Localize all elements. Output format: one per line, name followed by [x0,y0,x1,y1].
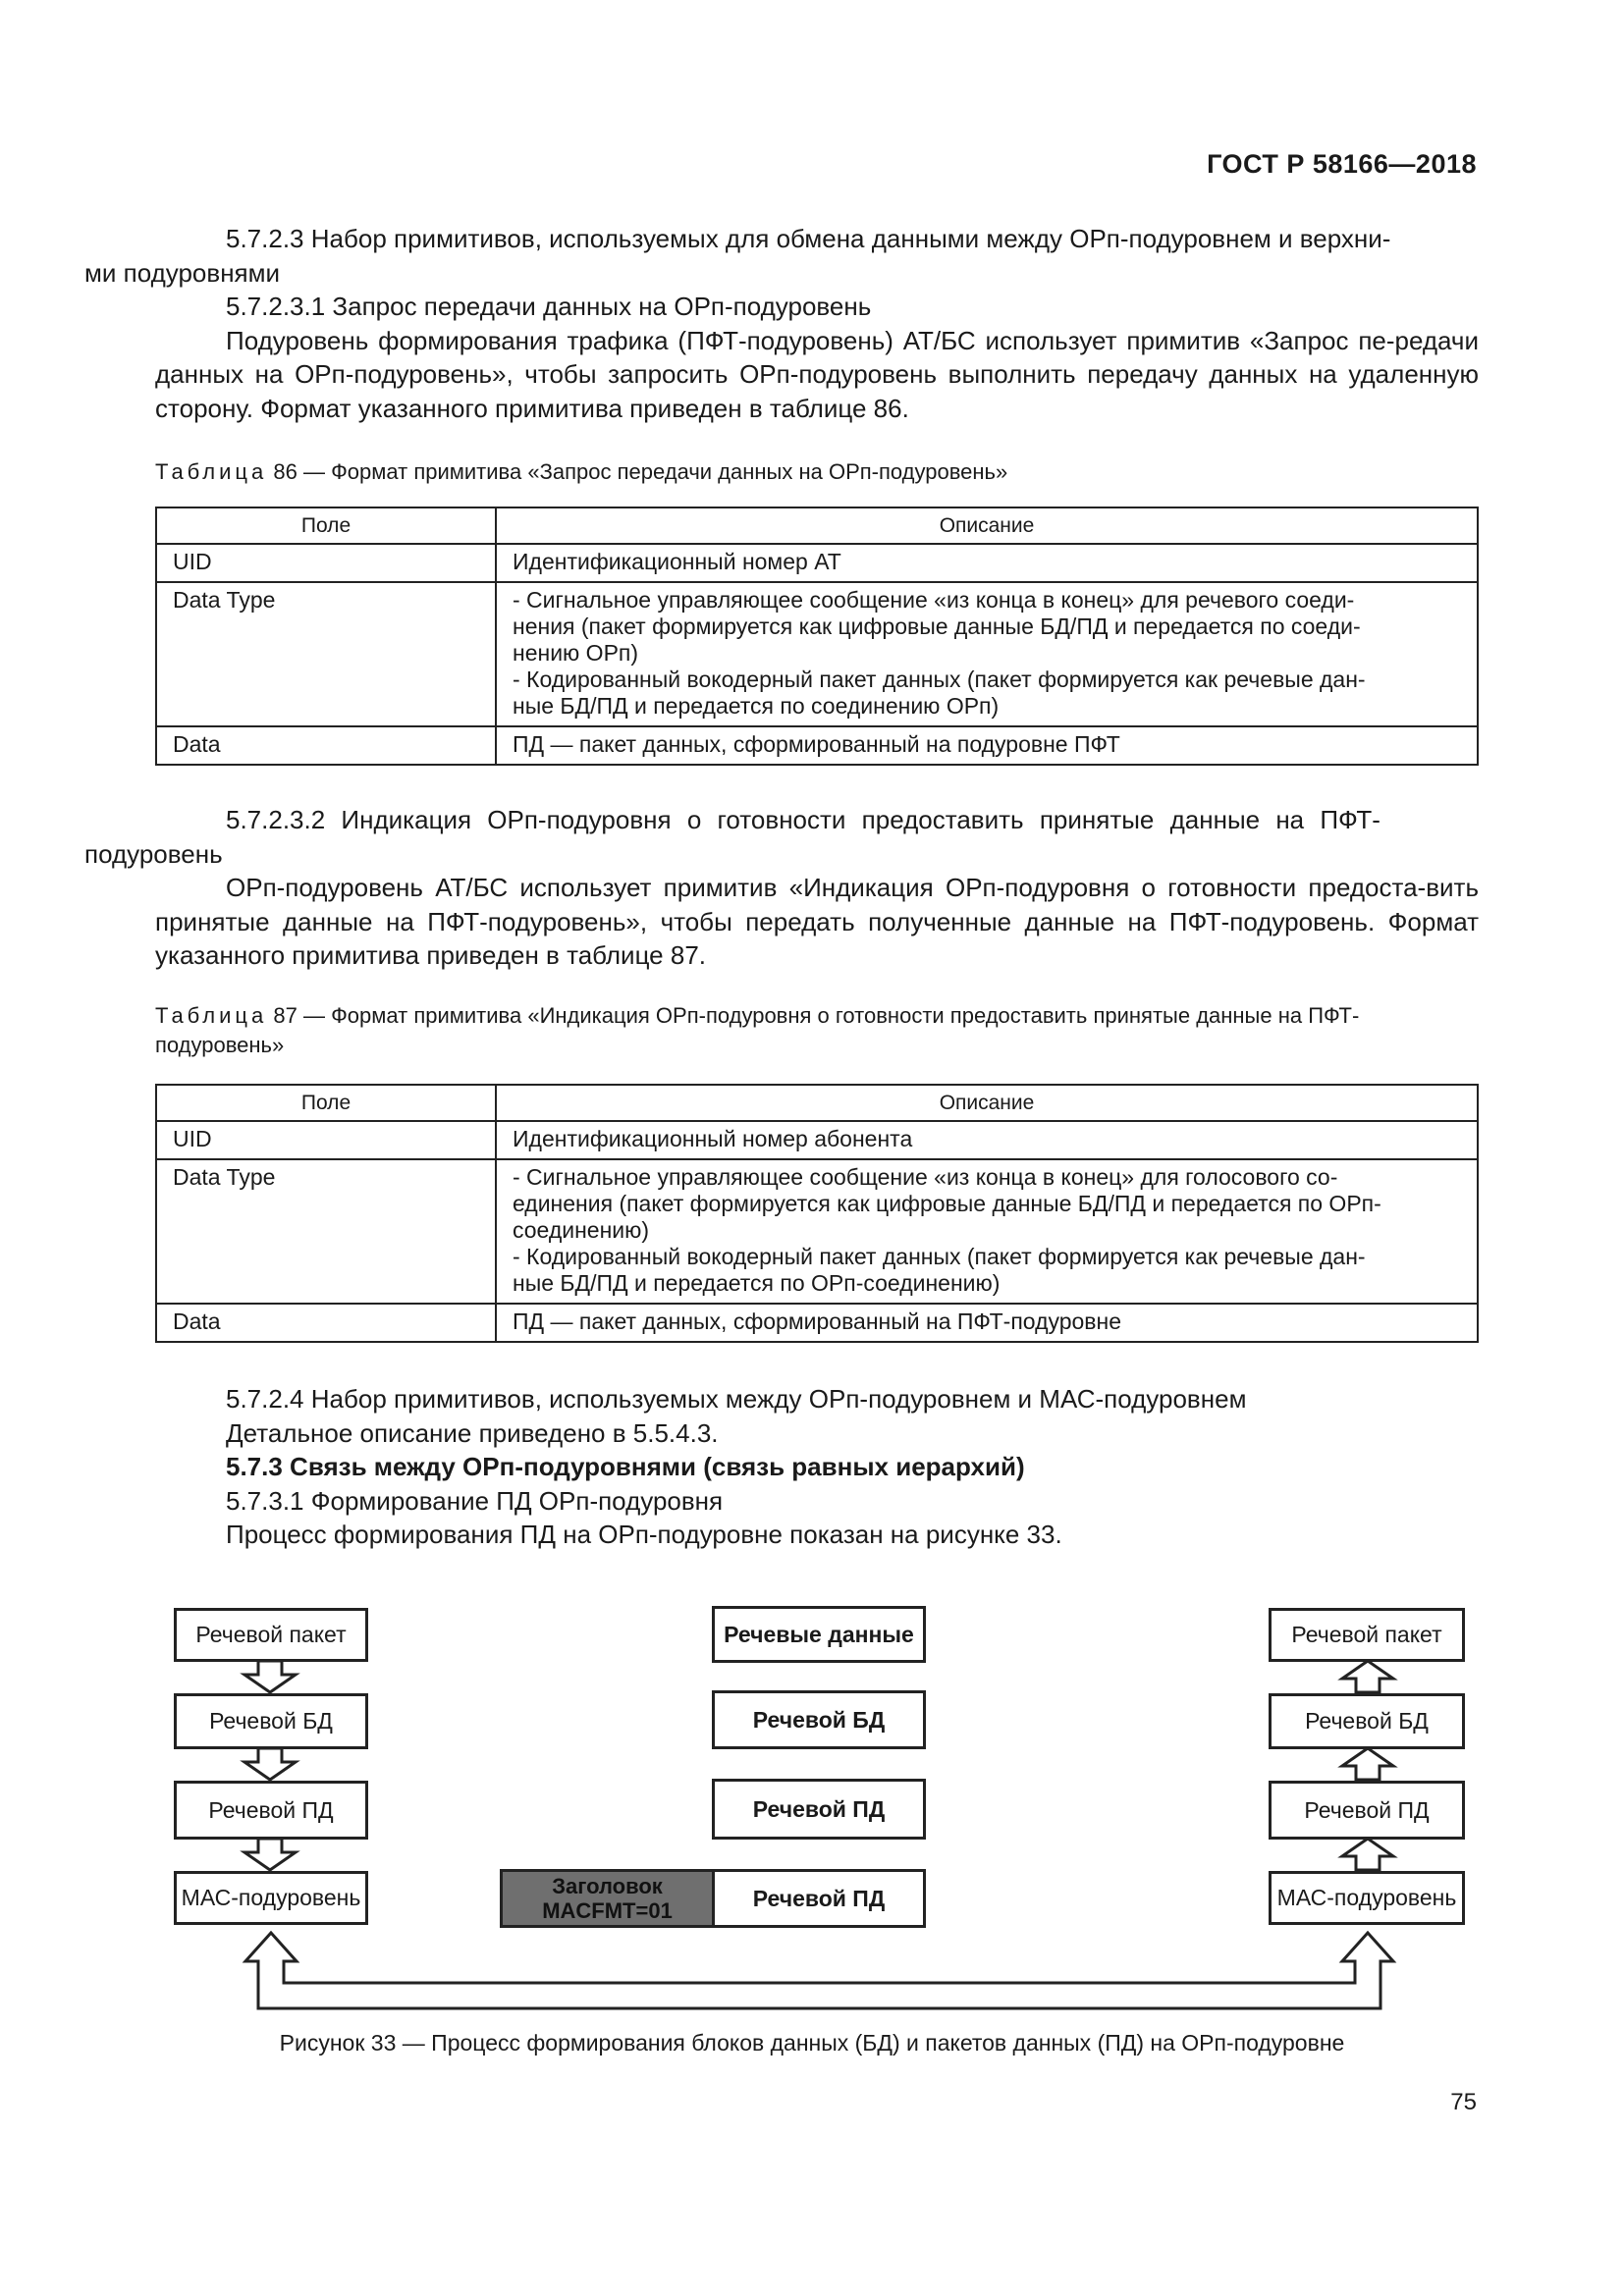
description-cell: Идентификационный номер АТ [496,544,1478,582]
subsection-title: 5.7.3.1 Формирование ПД ОРп-подуровня [226,1485,724,1516]
section-5724 [155,1382,1479,1552]
page-number: 75 [1450,2089,1477,2115]
description-cell: - Сигнальное управляющее сообщение «из конца в конец» для речевого соеди- нения (пакет формируется как цифровые данные БД/ПД и передается по соеди- нению ОРп) - Кодированный вокодерный пакет данных (пакет формируется как речевые дан- ные БД/ПД и передается по соединению ОРп) [496,582,1478,726]
section-title: 5.7.2.4 Набор примитивов, используемых между ОРп-подуровнем и МАС-подуровнем [226,1384,1247,1414]
arrow-down-icon [244,1661,296,1692]
reference-text: Детальное описание приведено в 5.5.4.3. [226,1417,719,1448]
paragraph: ОРп-подуровень АТ/БС использует примитив «Индикация ОРп-подуровня о готовности предоста-вить принятые данные на ПФТ-подуровень», чтобы передать полученные данные на ПФТ-подуровень. Формат указанного примитива приведен в таблице 87. [155,873,1479,970]
description-cell: - Сигнальное управляющее сообщение «из конца в конец» для голосового со- единения (пакет формируется как цифровые данные БД/ПД и передается по ОРп- соединению) - Кодированный вокодерный пакет данных (пакет формируется как речевые дан- ные БД/ПД и передается по ОРп-соединению) [496,1159,1478,1304]
figure-caption: Рисунок 33 — Процесс формирования блоков данных (БД) и пакетов данных (ПД) на ОРп-подуровне [279,2030,1345,2056]
header-description: Описание [496,1085,1478,1121]
center-box-speech-data: Речевые данные [712,1606,926,1663]
section-title: 5.7.2.3 Набор примитивов, используемых для обмена данными между ОРп-подуровнем и верхни- ми подуровнями [84,224,1391,288]
left-box-speech-bd: Речевой БД [174,1693,368,1749]
table-header-row [156,507,1478,544]
subsection-title: 5.7.2.3.1 Запрос передачи данных на ОРп-подуровень [226,292,872,321]
center-box-speech-pd: Речевой ПД [712,1779,926,1840]
arrow-up-icon [1342,1839,1393,1870]
field-cell: Data [156,1304,496,1342]
field-cell: UID [156,1121,496,1159]
right-box-speech-packet: Речевой пакет [1269,1608,1465,1662]
arrow-up-icon [1342,1748,1393,1780]
arrow-up-icon [1342,1661,1393,1692]
paragraph: Процесс формирования ПД на ОРп-подуровне показан на рисунке 33. [226,1520,1062,1549]
table87 [155,1084,1479,1343]
table-row [156,1159,1478,1304]
right-box-speech-bd: Речевой БД [1269,1693,1465,1749]
section-57232 [84,803,1479,973]
arrow-down-icon [244,1839,296,1870]
section-title: 5.7.2.3.2 Индикация ОРп-подуровня о готовности предоставить принятые данные на ПФТ- подуровень [84,805,1380,869]
field-cell: Data Type [156,1159,496,1304]
table-row [156,582,1478,726]
u-connector-arrow [245,1933,1393,2008]
table-row [156,544,1478,582]
description-cell: ПД — пакет данных, сформированный на ПФТ-подуровне [496,1304,1478,1342]
table86-caption: Таблица 86 — Формат примитива «Запрос передачи данных на ОРп-подуровень» [155,459,1008,484]
header-field: Поле [156,507,496,544]
header-description: Описание [496,507,1478,544]
header-macfmt-box: Заголовок MACFMT=01 [500,1869,715,1928]
left-box-mac-sublayer: МАС-подуровень [174,1871,368,1925]
field-cell: Data [156,726,496,765]
right-box-speech-pd: Речевой ПД [1269,1781,1465,1840]
document-header: ГОСТ Р 58166—2018 [1207,149,1477,179]
table-row [156,1304,1478,1342]
table-row [156,1121,1478,1159]
description-cell: ПД — пакет данных, сформированный на подуровне ПФТ [496,726,1478,765]
arrow-down-icon [244,1748,296,1780]
section-5723 [84,222,1479,425]
paragraph: Подуровень формирования трафика (ПФТ-подуровень) АТ/БС использует примитив «Запрос пе-редачи данных на ОРп-подуровень», чтобы запросить ОРп-подуровень выполнить передачу данных на удаленную сторону. Формат указанного примитива приведен в таблице 86. [155,325,1479,423]
field-cell: Data Type [156,582,496,726]
right-box-mac-sublayer: МАС-подуровень [1269,1871,1465,1925]
center-box-speech-bd: Речевой БД [712,1690,926,1749]
table86 [155,507,1479,766]
section-573-title: 5.7.3 Связь между ОРп-подуровнями (связь равных иерархий) [226,1452,1025,1481]
left-box-speech-pd: Речевой ПД [174,1781,368,1840]
header-field: Поле [156,1085,496,1121]
description-cell: Идентификационный номер абонента [496,1121,1478,1159]
center-box-speech-pd-mac: Речевой ПД [712,1869,926,1928]
table87-caption: Таблица 87 — Формат примитива «Индикация ОРп-подуровня о готовности предоставить принятые данные на ПФТ-подуровень» [155,1003,1360,1057]
table-header-row [156,1085,1478,1121]
left-box-speech-packet: Речевой пакет [174,1608,368,1662]
field-cell: UID [156,544,496,582]
table-row [156,726,1478,765]
